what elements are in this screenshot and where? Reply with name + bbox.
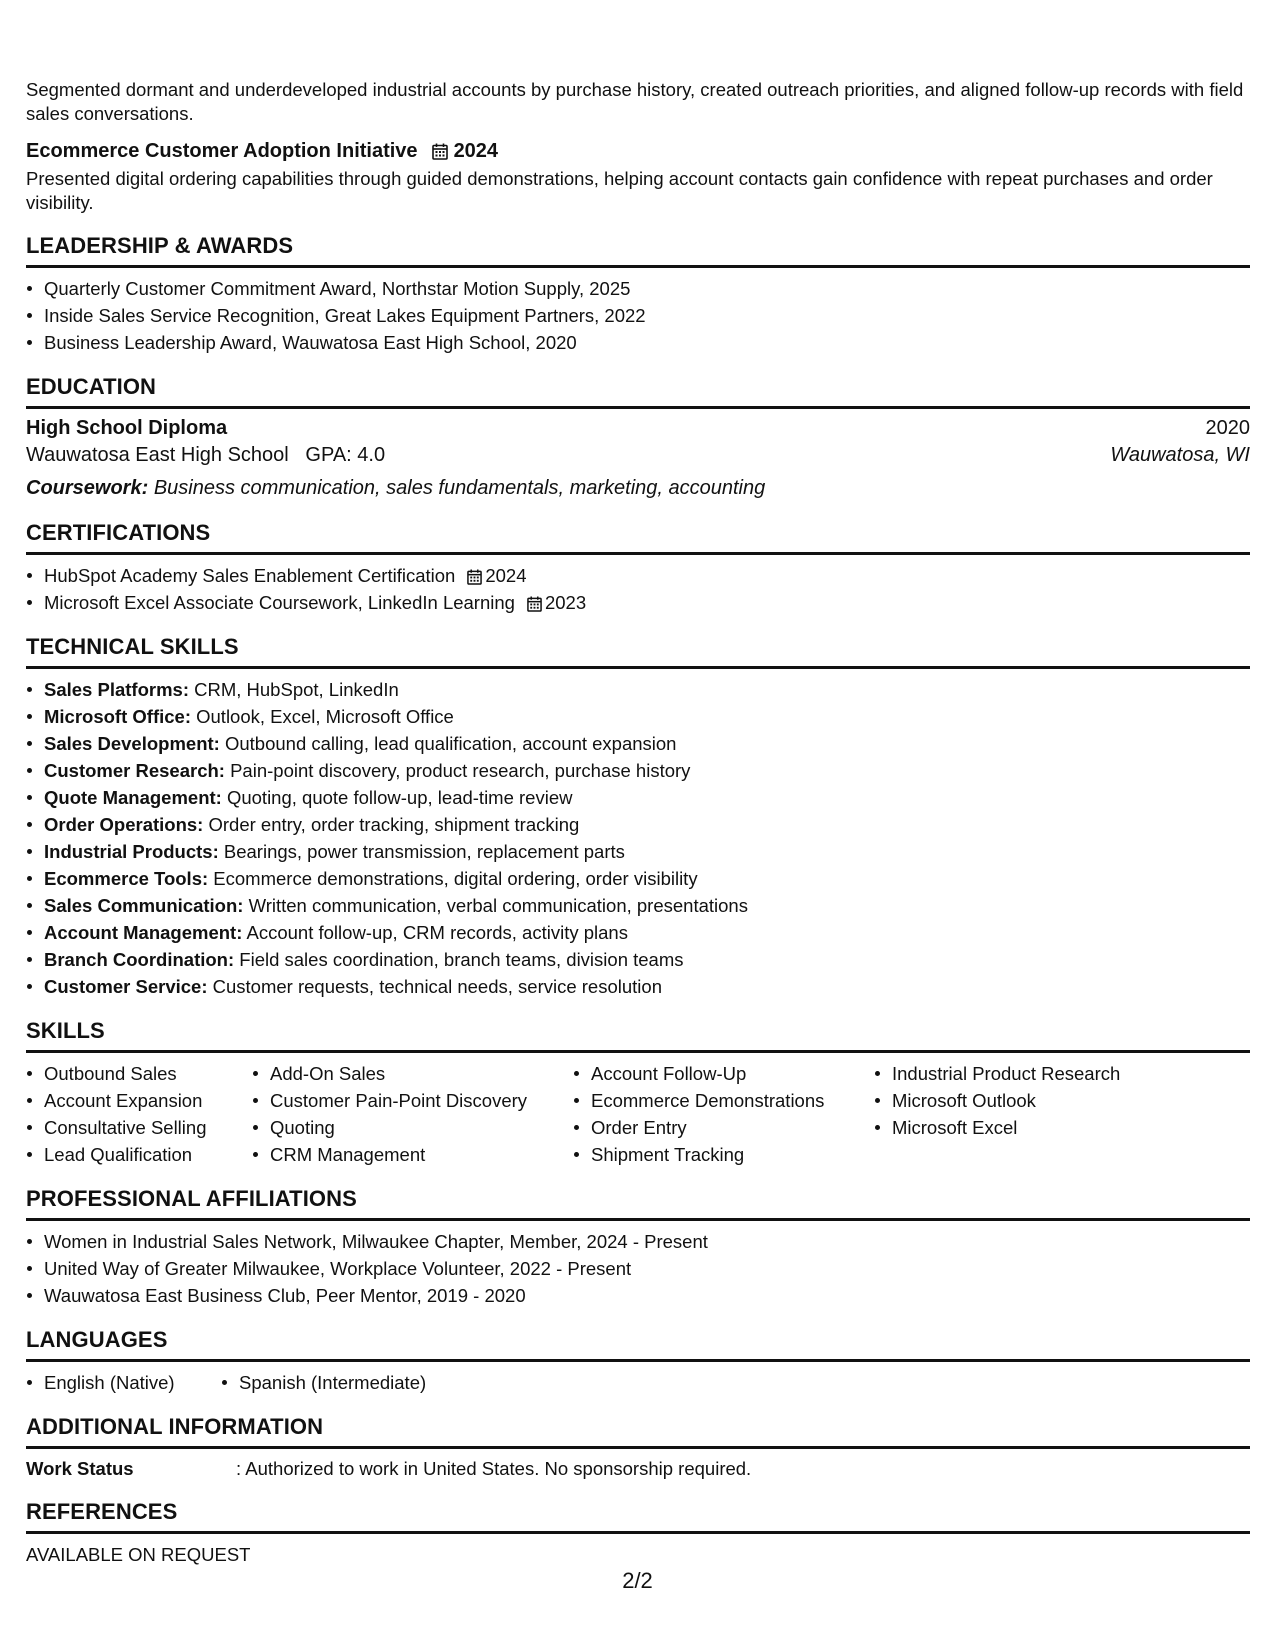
skill-value: Written communication, verbal communication, presentations xyxy=(248,895,748,916)
list-item: Consultative Selling xyxy=(44,1114,252,1141)
skill-label: Sales Development: xyxy=(44,733,220,754)
project-title: Ecommerce Customer Adoption Initiative xyxy=(26,140,418,162)
list-item: Women in Industrial Sales Network, Milwaukee Chapter, Member, 2024 - Present xyxy=(44,1228,1250,1255)
education-location: Wauwatosa, WI xyxy=(1110,444,1250,466)
skill-label: Customer Service: xyxy=(44,976,208,997)
certification-date: 2024 xyxy=(485,565,527,586)
section-title-languages: LANGUAGES xyxy=(26,1327,1250,1362)
references-text: AVAILABLE ON REQUEST xyxy=(26,1544,251,1565)
skill-value: Outlook, Excel, Microsoft Office xyxy=(196,706,454,727)
project-description: Presented digital ordering capabilities through guided demonstrations, helping account contacts gain confidence with repeat purchases and order visibility. xyxy=(26,168,1213,213)
skill-label: Microsoft Office: xyxy=(44,706,191,727)
section-title-leadership: LEADERSHIP & AWARDS xyxy=(26,233,1250,268)
section-title-skills: SKILLS xyxy=(26,1018,1250,1053)
list-item: Wauwatosa East Business Club, Peer Mentor, 2019 - 2020 xyxy=(44,1282,1250,1309)
section-languages xyxy=(26,1327,1250,1396)
intro-paragraph: Segmented dormant and underdeveloped industrial accounts by purchase history, created outreach priorities, and aligned follow-up records with field sales conversations. xyxy=(26,79,1244,124)
skills-grid xyxy=(26,1060,1250,1168)
list-item xyxy=(44,562,1250,589)
skill-label: Quote Management: xyxy=(44,787,222,808)
coursework-label: Coursework: xyxy=(26,477,149,499)
skill-value: Pain-point discovery, product research, purchase history xyxy=(230,760,691,781)
list-item xyxy=(44,784,1250,811)
coursework-text: Business communication, sales fundamentals, marketing, accounting xyxy=(153,477,766,499)
section-education xyxy=(26,374,1250,502)
list-item: Quoting xyxy=(270,1114,573,1141)
list-item: Inside Sales Service Recognition, Great Lakes Equipment Partners, 2022 xyxy=(44,302,1250,329)
list-item: Lead Qualification xyxy=(44,1141,252,1168)
education-school: Wauwatosa East High School xyxy=(26,444,289,466)
list-item: Order Entry xyxy=(591,1114,874,1141)
section-skills xyxy=(26,1018,1250,1168)
skill-label: Ecommerce Tools: xyxy=(44,868,209,889)
skills-column xyxy=(874,1060,1192,1168)
certification-name: HubSpot Academy Sales Enablement Certification xyxy=(44,565,456,586)
section-technical-skills xyxy=(26,634,1250,1000)
skill-label: Industrial Products: xyxy=(44,841,219,862)
list-item: Ecommerce Demonstrations xyxy=(591,1087,874,1114)
list-item xyxy=(44,730,1250,757)
list-item: Outbound Sales xyxy=(44,1060,252,1087)
list-item: CRM Management xyxy=(270,1141,573,1168)
work-status-label: Work Status xyxy=(26,1458,134,1479)
skill-label: Account Management: xyxy=(44,922,243,943)
skill-label: Sales Platforms: xyxy=(44,679,189,700)
certification-name: Microsoft Excel Associate Coursework, LinkedIn Learning xyxy=(44,592,515,613)
section-title-additional: ADDITIONAL INFORMATION xyxy=(26,1414,1250,1449)
skill-value: Order entry, order tracking, shipment tracking xyxy=(208,814,580,835)
skill-value: Quoting, quote follow-up, lead-time review xyxy=(226,787,573,808)
list-item: Account Follow-Up xyxy=(591,1060,874,1087)
list-item: Account Expansion xyxy=(44,1087,252,1114)
section-title-education: EDUCATION xyxy=(26,374,1250,409)
skill-value: CRM, HubSpot, LinkedIn xyxy=(194,679,399,700)
section-title-affiliations: PROFESSIONAL AFFILIATIONS xyxy=(26,1186,1250,1221)
education-degree: High School Diploma xyxy=(26,417,228,439)
list-item xyxy=(44,865,1250,892)
education-gpa: GPA: 4.0 xyxy=(305,444,386,466)
skill-label: Sales Communication: xyxy=(44,895,244,916)
list-item xyxy=(44,919,1250,946)
list-item: Microsoft Excel xyxy=(892,1114,1192,1141)
list-item: Spanish (Intermediate) xyxy=(239,1369,426,1396)
list-item: Quarterly Customer Commitment Award, Northstar Motion Supply, 2025 xyxy=(44,275,1250,302)
education-year: 2020 xyxy=(1205,417,1250,439)
section-certifications xyxy=(26,520,1250,616)
education-coursework xyxy=(26,474,1250,502)
list-item xyxy=(44,589,1250,616)
skill-value: Field sales coordination, branch teams, division teams xyxy=(239,949,684,970)
section-leadership xyxy=(26,233,1250,356)
list-item: Customer Pain-Point Discovery xyxy=(270,1087,573,1114)
skill-value: Account follow-up, CRM records, activity plans xyxy=(246,922,628,943)
list-item: English (Native) xyxy=(44,1369,221,1396)
section-title-technical-skills: TECHNICAL SKILLS xyxy=(26,634,1250,669)
section-additional-information xyxy=(26,1414,1250,1481)
certification-date: 2023 xyxy=(544,592,587,613)
skills-column xyxy=(26,1060,252,1168)
list-item: Industrial Product Research xyxy=(892,1060,1192,1087)
list-item xyxy=(44,676,1250,703)
skill-value: Bearings, power transmission, replacement parts xyxy=(223,841,625,862)
list-item: United Way of Greater Milwaukee, Workplace Volunteer, 2022 - Present xyxy=(44,1255,1250,1282)
section-references xyxy=(26,1499,1250,1566)
skills-column xyxy=(252,1060,573,1168)
skill-value: Outbound calling, lead qualification, account expansion xyxy=(224,733,677,754)
list-item xyxy=(44,892,1250,919)
list-item: Add-On Sales xyxy=(270,1060,573,1087)
skill-label: Branch Coordination: xyxy=(44,949,235,970)
list-item xyxy=(44,703,1250,730)
section-title-certifications: CERTIFICATIONS xyxy=(26,520,1250,555)
work-status-value: : Authorized to work in United States. No sponsorship required. xyxy=(236,1458,752,1479)
list-item xyxy=(44,757,1250,784)
resume-page xyxy=(26,78,1250,1566)
list-item: Microsoft Outlook xyxy=(892,1087,1192,1114)
page-number: 2/2 xyxy=(622,1568,653,1593)
list-item: Shipment Tracking xyxy=(591,1141,874,1168)
skill-label: Customer Research: xyxy=(44,760,225,781)
list-item xyxy=(44,946,1250,973)
calendar-icon xyxy=(432,143,448,160)
section-affiliations xyxy=(26,1186,1250,1309)
skill-label: Order Operations: xyxy=(44,814,204,835)
list-item xyxy=(44,973,1250,1000)
list-item: Business Leadership Award, Wauwatosa East High School, 2020 xyxy=(44,329,1250,356)
list-item xyxy=(44,838,1250,865)
list-item xyxy=(44,811,1250,838)
calendar-icon xyxy=(467,569,482,585)
section-title-references: REFERENCES xyxy=(26,1499,1250,1534)
skill-value: Ecommerce demonstrations, digital ordering, order visibility xyxy=(213,868,698,889)
skills-column xyxy=(573,1060,874,1168)
skill-value: Customer requests, technical needs, service resolution xyxy=(212,976,662,997)
project-header xyxy=(26,140,1250,163)
calendar-icon xyxy=(527,596,542,612)
project-date: 2024 xyxy=(453,140,499,162)
